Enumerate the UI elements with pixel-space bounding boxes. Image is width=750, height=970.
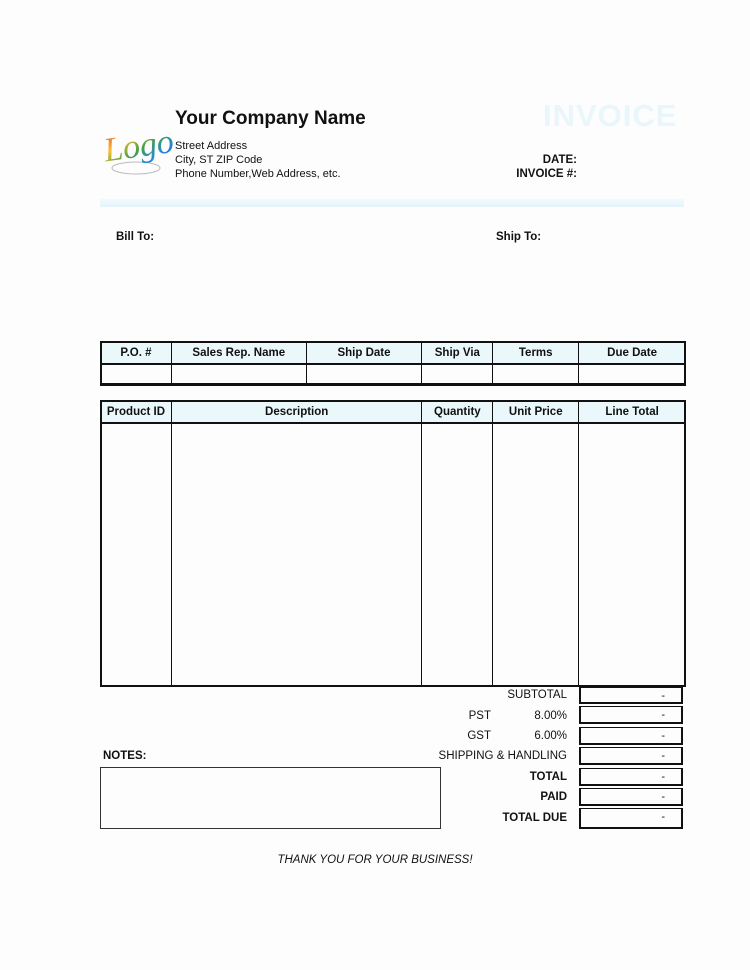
due-date-cell[interactable] — [579, 364, 686, 385]
bill-to-label: Bill To: — [116, 231, 155, 243]
header-unit-price: Unit Price — [493, 401, 579, 423]
product-id-column[interactable] — [101, 423, 172, 685]
terms-cell[interactable] — [493, 364, 579, 385]
invoice-title: INVOICE — [543, 98, 678, 133]
header-line-total: Line Total — [579, 401, 686, 423]
pst-rate[interactable]: 8.00% — [534, 710, 567, 722]
notes-label: NOTES: — [103, 750, 147, 762]
ship-to-label: Ship To: — [496, 231, 542, 243]
line-items-table — [100, 400, 686, 686]
total-due-label: TOTAL DUE — [502, 812, 567, 824]
total-value: - — [579, 768, 683, 786]
gst-value[interactable]: - — [579, 727, 683, 745]
shipping-value[interactable]: - — [579, 747, 683, 765]
header-product-id: Product ID — [101, 401, 172, 423]
thank-you-message: THANK YOU FOR YOUR BUSINESS! — [277, 854, 473, 866]
subtotal-value[interactable]: - — [579, 686, 683, 704]
paid-value[interactable]: - — [579, 788, 683, 806]
total-label: TOTAL — [529, 771, 567, 783]
gst-label: GST — [467, 730, 491, 742]
company-name: Your Company Name — [175, 108, 366, 129]
po-cell[interactable] — [101, 364, 172, 385]
header-description: Description — [171, 401, 421, 423]
date-label: DATE: — [542, 154, 577, 166]
header-divider-band — [100, 199, 684, 207]
line-total-column[interactable] — [579, 423, 686, 685]
shipping-label: SHIPPING & HANDLING — [438, 750, 567, 762]
header-quantity: Quantity — [422, 401, 493, 423]
quantity-column[interactable] — [422, 423, 493, 685]
pst-label: PST — [468, 710, 491, 722]
subtotal-label: SUBTOTAL — [507, 689, 567, 701]
header-po: P.O. # — [101, 342, 172, 364]
header-due-date: Due Date — [579, 342, 686, 364]
ship-date-cell[interactable] — [306, 364, 422, 385]
company-contact: Phone Number,Web Address, etc. — [175, 168, 341, 180]
header-ship-via: Ship Via — [422, 342, 493, 364]
header-ship-date: Ship Date — [306, 342, 422, 364]
ship-via-cell[interactable] — [422, 364, 493, 385]
gst-rate[interactable]: 6.00% — [534, 730, 567, 742]
paid-label: PAID — [540, 791, 567, 803]
notes-box[interactable] — [100, 767, 441, 829]
order-info-table — [100, 341, 686, 386]
sales-rep-cell[interactable] — [171, 364, 306, 385]
pst-value[interactable]: - — [579, 706, 683, 724]
logo-text: Logo — [101, 123, 176, 170]
invoice-number-label: INVOICE #: — [516, 168, 577, 180]
header-sales-rep: Sales Rep. Name — [171, 342, 306, 364]
company-logo — [100, 108, 176, 180]
description-column[interactable] — [171, 423, 421, 685]
header-terms: Terms — [493, 342, 579, 364]
total-due-value: - — [579, 808, 683, 829]
company-city: City, ST ZIP Code — [175, 154, 263, 166]
company-street: Street Address — [175, 140, 248, 152]
unit-price-column[interactable] — [493, 423, 579, 685]
